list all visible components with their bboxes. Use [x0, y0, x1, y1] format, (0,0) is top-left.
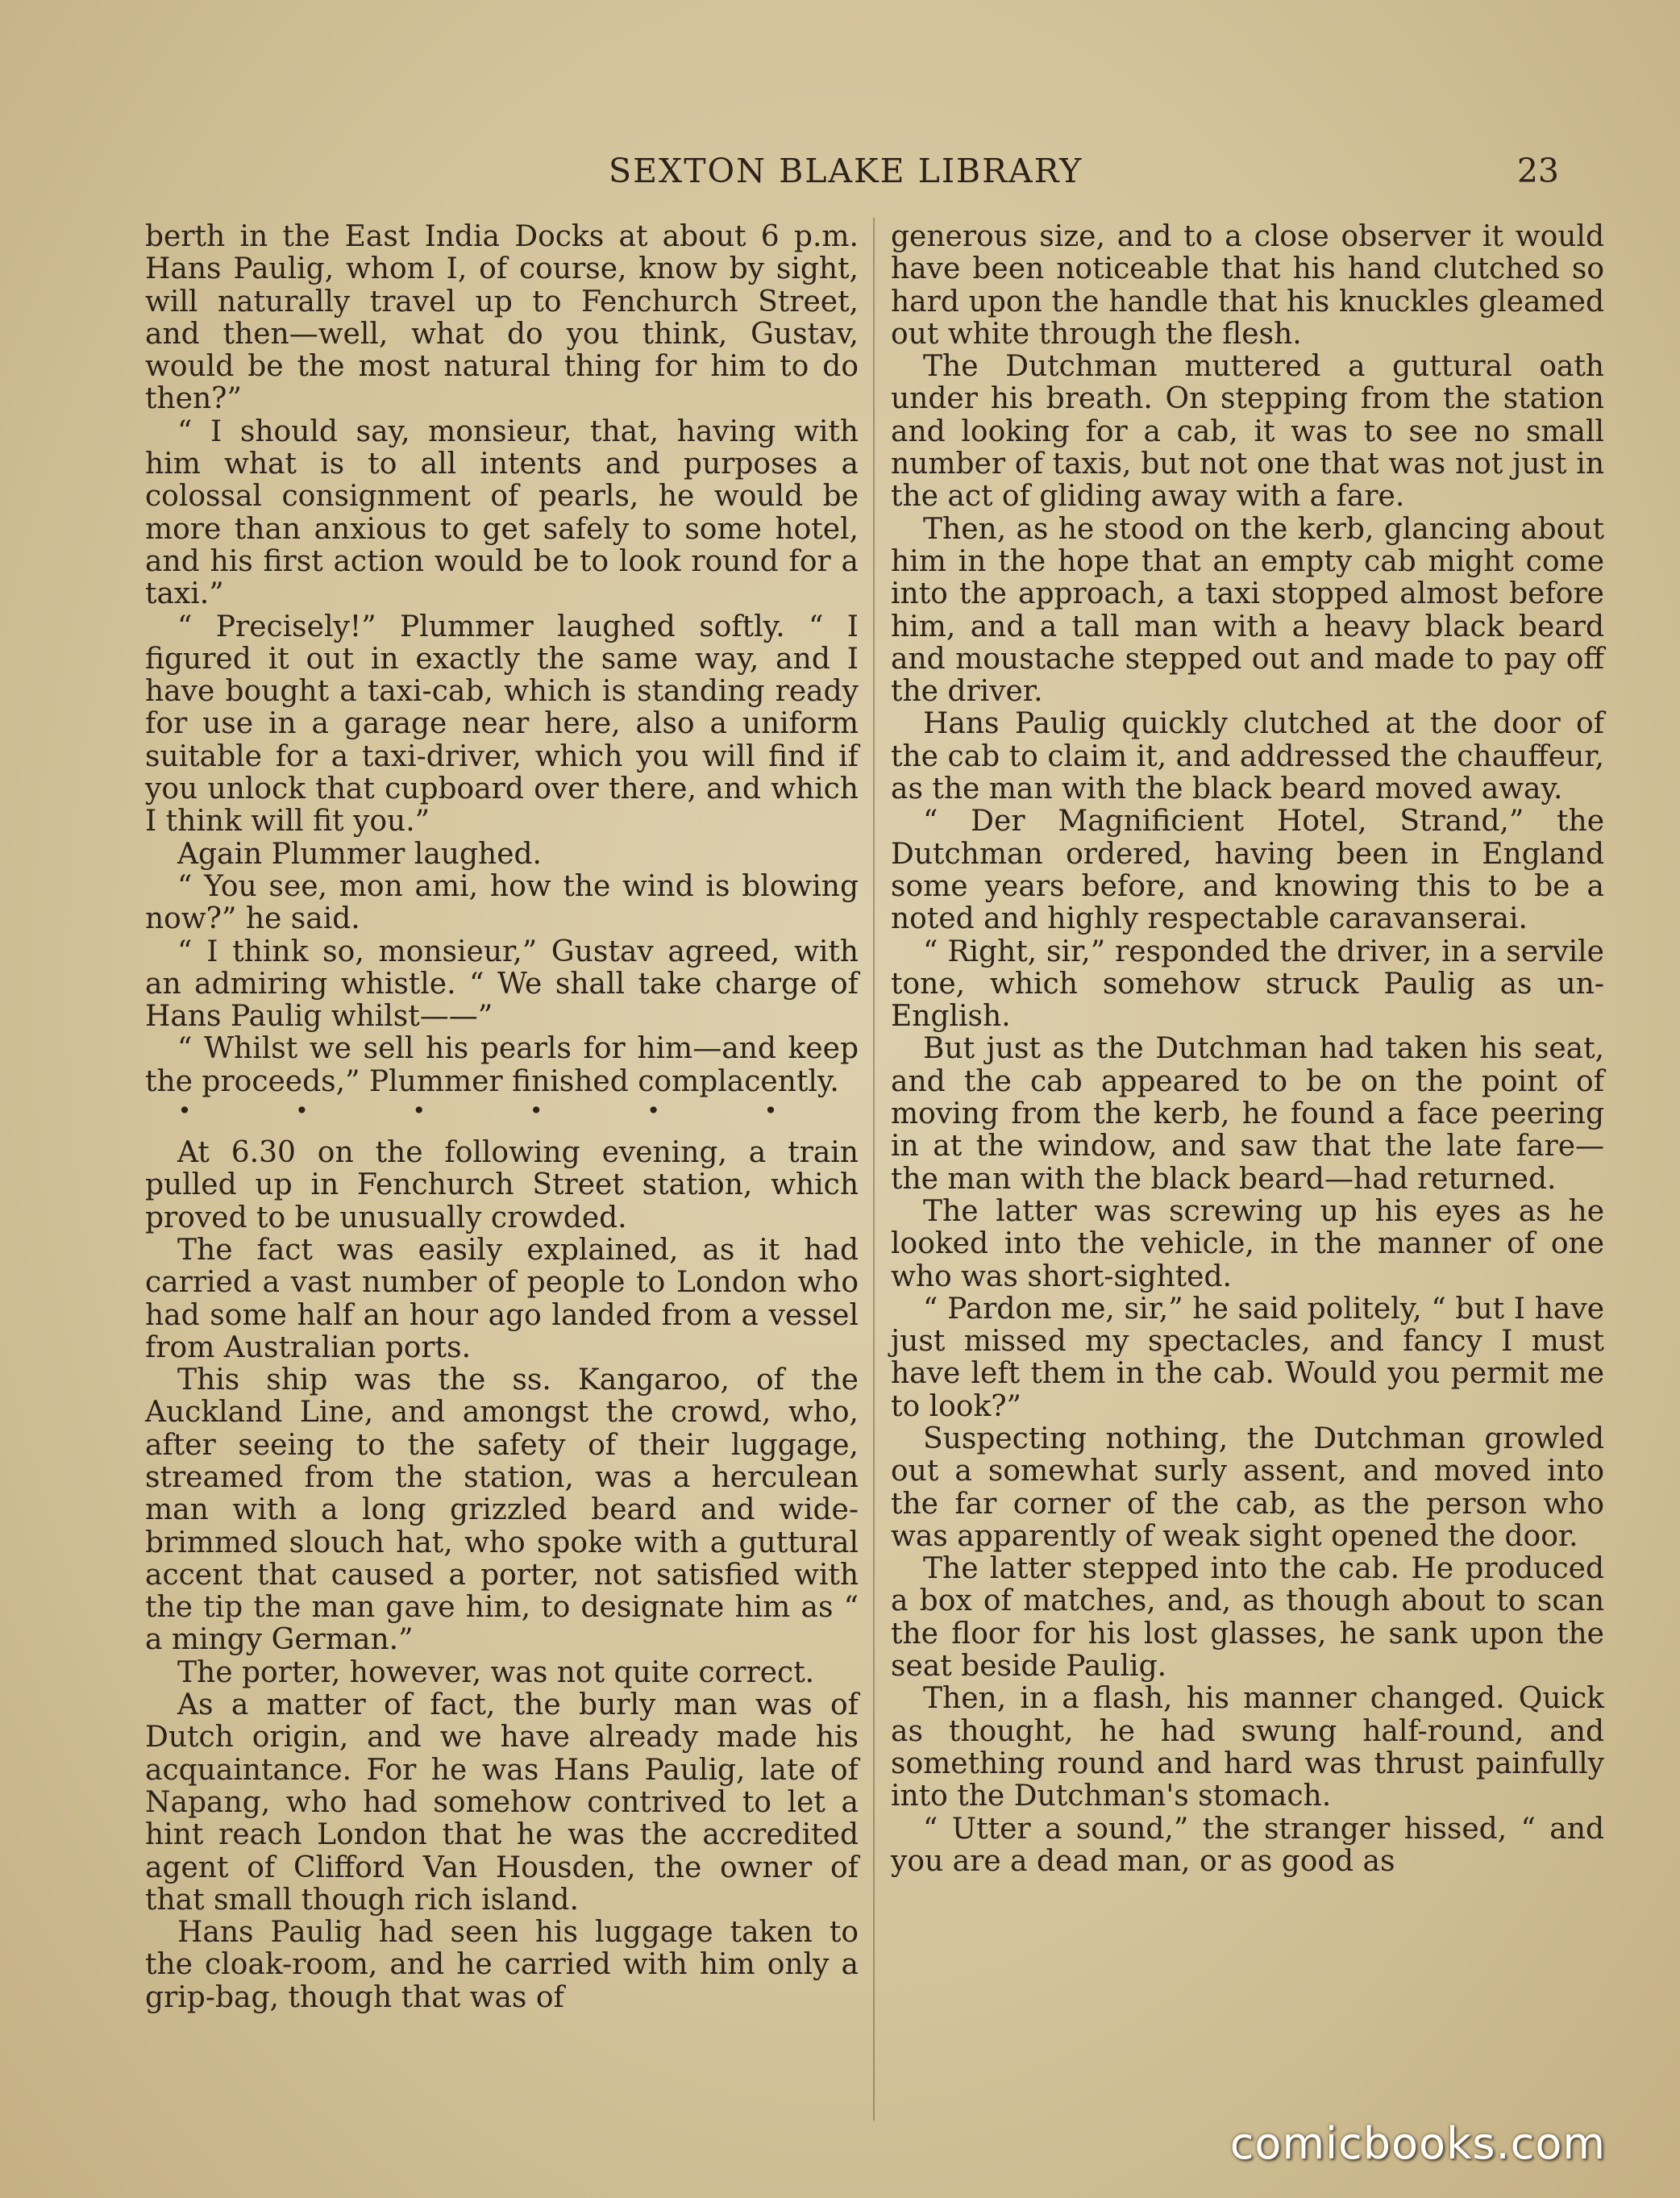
paragraph: Then, in a flash, his manner changed. Quick as thought, he had swung half-round, and something round and hard was thrust painfully into the Dutchman's stomach.: [891, 1682, 1604, 1813]
paragraph: Then, as he stood on the kerb, glancing about him in the hope that an empty cab might come into the approach, a taxi stopped almost before him, and a tall man with a heavy black beard and moustache stepped out and made to pay off the driver.: [891, 512, 1604, 709]
paragraph: The latter stepped into the cab. He produced a box of matches, and, as though about to scan the floor for his lost glasses, he sank upon the seat beside Paulig.: [891, 1552, 1604, 1684]
paragraph: “ Der Magnificient Hotel, Strand,” the Dutchman ordered, having been in England some years before, and knowing this to be a noted and highly respectable caravanserai.: [891, 805, 1604, 936]
page-number: 23: [1516, 152, 1559, 190]
paragraph: Suspecting nothing, the Dutchman growled out a somewhat surly assent, and moved into the far corner of the cab, as the person who was apparently of weak sight opened the door.: [891, 1422, 1604, 1553]
paragraph: As a matter of fact, the burly man was of Dutch origin, and we have already made his acquaintance. For he was Hans Paulig, late of Napang, who had somehow contrived to let a hint reach London that he was the accredited agent of Clifford Van Housden, the owner of that small though rich island.: [145, 1688, 859, 1917]
paragraph: “ Whilst we sell his pearls for him—and keep the proceeds,” Plummer finished complacently.: [145, 1032, 859, 1098]
right-column: [891, 221, 1604, 1878]
paragraph: The porter, however, was not quite correct.: [177, 1655, 815, 1689]
left-column: [145, 221, 859, 2014]
column-divider: [873, 218, 875, 2121]
paragraph: “ Right, sir,” responded the driver, in a servile tone, which somehow struck Paulig as un-English.: [891, 935, 1604, 1034]
paragraph: “ I think so, monsieur,” Gustav agreed, with an admiring whistle. “ We shall take charge of Hans Paulig whilst——”: [145, 935, 859, 1034]
paragraph: Again Plummer laughed.: [177, 837, 542, 871]
paragraph: But just as the Dutchman had taken his seat, and the cab appeared to be on the point of moving from the kerb, he found a face peering in at the window, and saw that the late fare—the man with the black beard—had returned.: [891, 1032, 1604, 1196]
paragraph: berth in the East India Docks at about 6 p.m. Hans Paulig, whom I, of course, know by sight, will naturally travel up to Fenchurch Street, and then—well, what do you think, Gustav, would be the most natural thing for him to do then?”: [145, 220, 859, 416]
paragraph: “ I should say, monsieur, that, having with him what is to all intents and purposes a colossal consignment of pearls, he would be more than anxious to get safely to some hotel, and his first action would be to look round for a taxi.”: [145, 414, 859, 611]
paragraph: The Dutchman muttered a guttural oath under his breath. On stepping from the station and looking for a cab, it was to see no small number of taxis, but not one that was not just in the act of gliding away with a fare.: [891, 350, 1604, 514]
paragraph: Hans Paulig quickly clutched at the door of the cab to claim it, and addressed the chauffeur, as the man with the black beard moved away.: [891, 707, 1604, 806]
page-header: [145, 152, 1599, 200]
paragraph: “ Pardon me, sir,” he said politely, “ but I have just missed my spectacles, and fancy I must have left them in the cab. Would you permit me to look?”: [891, 1292, 1604, 1423]
paragraph: “ Precisely!” Plummer laughed softly. “ I figured it out in exactly the same way, and I have bought a taxi-cab, which is standing ready for use in a garage near here, also a uniform suitable for a taxi-driver, which you will find if you unlock that cupboard over there, and which I think will fit you.”: [145, 610, 859, 839]
section-break: • • • • • •: [177, 1097, 826, 1125]
paragraph: “ Utter a sound,” the stranger hissed, “ and you are a dead man, or as good as: [891, 1812, 1604, 1878]
paragraph: At 6.30 on the following evening, a train pulled up in Fenchurch Street station, which proved to be unusually crowded.: [145, 1136, 859, 1234]
paragraph: Hans Paulig had seen his luggage taken to the cloak-room, and he carried with him only a grip-bag, though that was of: [145, 1916, 859, 2014]
running-title: SEXTON BLAKE LIBRARY: [609, 152, 1083, 190]
paragraph: “ You see, mon ami, how the wind is blowing now?” he said.: [145, 869, 859, 936]
paragraph: generous size, and to a close observer it would have been noticeable that his hand clutched so hard upon the handle that his knuckles gleamed out white through the flesh.: [891, 220, 1604, 351]
paragraph: The latter was screwing up his eyes as he looked into the vehicle, in the manner of one who was short-sighted.: [891, 1194, 1604, 1293]
site-watermark: comicbooks.com: [1229, 2118, 1606, 2169]
paragraph: The fact was easily explained, as it had carried a vast number of people to London who had some half an hour ago landed from a vessel from Australian ports.: [145, 1233, 859, 1364]
paragraph: This ship was the ss. Kangaroo, of the Auckland Line, and amongst the crowd, who, after seeing to the safety of their luggage, streamed from the station, was a herculean man with a long grizzled beard and wide-brimmed slouch hat, who spoke with a guttural accent that caused a porter, not satisfied with the tip the man gave him, to designate him as “ a mingy German.”: [145, 1363, 859, 1657]
